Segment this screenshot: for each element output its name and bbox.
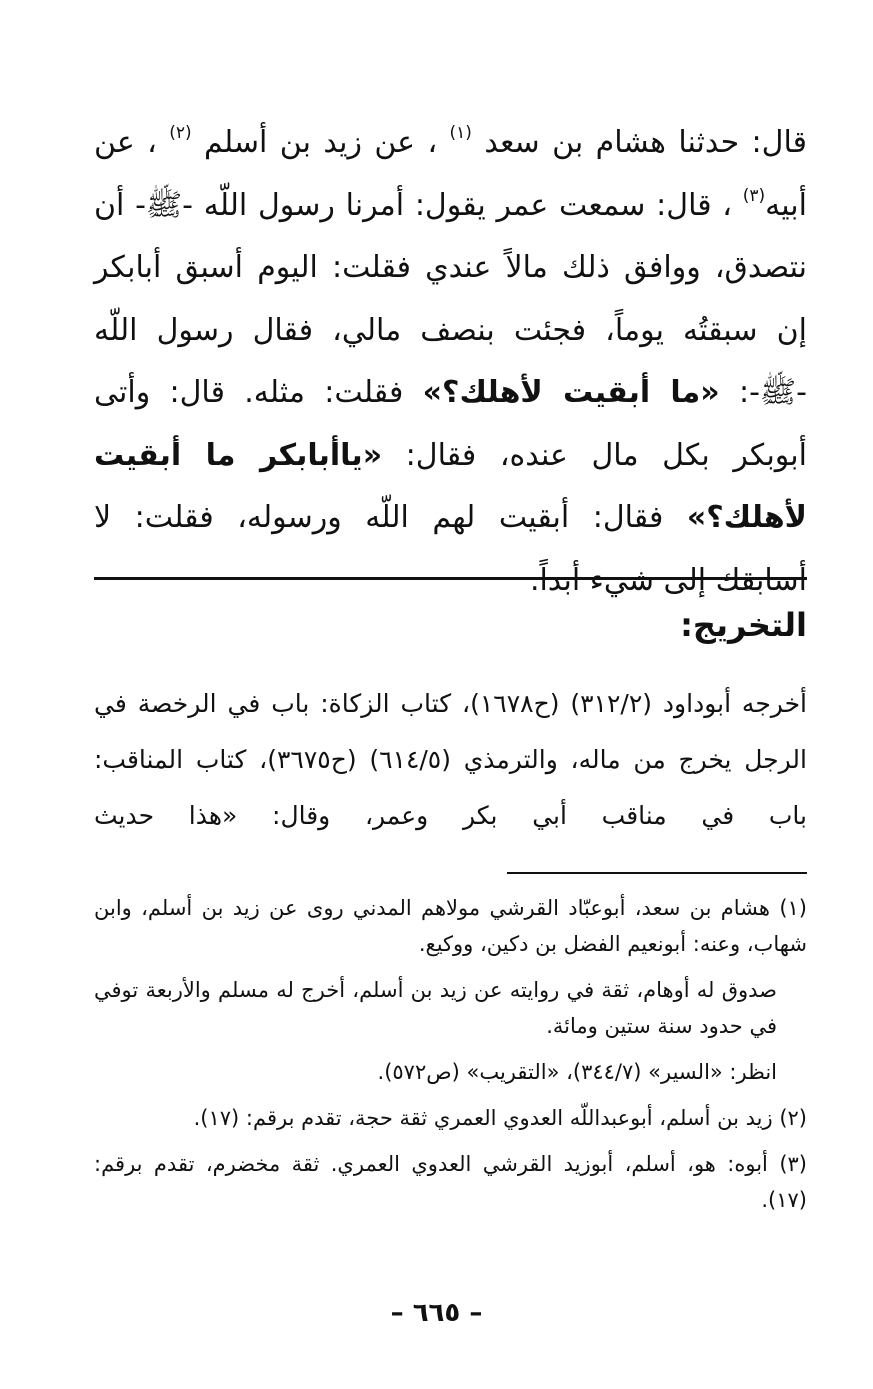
hadith-segment: ، قال: سمعت عمر يقول: أمرنا رسول اللّه -ﷺ- أن نتصدق، ووافق ذلك مالاً عندي فقلت: اليوم أسبق أبابكر إن سبقتُه يوماً، فجئت بنصف مالي، فقال رسول اللّه -ﷺ-:: [94, 187, 807, 410]
takhrij-heading: التخريج:: [680, 606, 807, 644]
footnote-1-continuation: صدوق له أوهام، ثقة في روايته عن زيد بن أسلم، أخرج له مسلم والأربعة توفي في حدود سنة ستين ومائة.: [94, 978, 777, 1038]
prophet-quote: «ياأبابكر ما أبقيت لأهلك؟»: [94, 437, 807, 535]
hadith-segment: فقلت: مثله. قال: وأتى أبوبكر بكل مال عنده، فقال:: [94, 375, 807, 473]
footnote-ref-1: (١): [449, 123, 472, 143]
takhrij-text: [94, 676, 807, 844]
section-divider: [94, 577, 807, 580]
footnote-divider: [507, 872, 807, 874]
footnote-1: [94, 890, 807, 962]
footnote-text: أبوه: هو، أسلم، أبوزيد القرشي العدوي العمري. ثقة مخضرم، تقدم برقم: (١٧).: [94, 1152, 807, 1212]
footnotes: [94, 890, 807, 1228]
hadith-segment: ، عن أبيه: [94, 125, 807, 223]
footnote-text: هشام بن سعد، أبوعبّاد القرشي مولاهم المدني روى عن زيد بن أسلم، وابن شهاب، وعنه: أبونعيم الفضل بن دكين، ووكيع.: [94, 896, 807, 956]
footnote-2: [94, 1100, 807, 1136]
footnote-ref-3: (٣): [742, 185, 766, 206]
hadith-paragraph: [94, 112, 807, 612]
footnote-number: (١): [779, 896, 807, 920]
takhrij-paragraph: أخرجه أبوداود (٣١٢/٢) (ح١٦٧٨)، كتاب الزكاة: باب في الرخصة في الرجل يخرج من ماله، والترمذي (٦١٤/٥) (ح٣٦٧٥)، كتاب المناقب: باب في مناقب أبي بكر وعمر، وقال: «هذا حديث: [94, 689, 807, 830]
hadith-segment: ، عن زيد بن أسلم: [204, 125, 438, 160]
footnote-1-reference: انظر: «السير» (٣٤٤/٧)، «التقريب» (ص٥٧٢).: [377, 1060, 777, 1084]
footnote-3: [94, 1146, 807, 1218]
page-number: – ٦٦٥ –: [390, 1298, 483, 1328]
hadith-segment: فقال: أبقيت لهم اللّه ورسوله، فقلت: لا أسابقك إلى شيء أبداً.: [94, 500, 807, 598]
prophet-quote: «ما أبقيت لأهلك؟»: [422, 375, 720, 410]
hadith-segment: قال: حدثنا هشام بن سعد: [484, 125, 807, 160]
footnote-text: زيد بن أسلم، أبوعبداللّه العدوي العمري ثقة حجة، تقدم برقم: (١٧).: [193, 1106, 773, 1130]
footnote-number: (٣): [779, 1152, 807, 1176]
footnote-ref-2: (٢): [169, 123, 192, 143]
hadith-text: [94, 112, 807, 612]
footnote-number: (٢): [779, 1106, 807, 1130]
